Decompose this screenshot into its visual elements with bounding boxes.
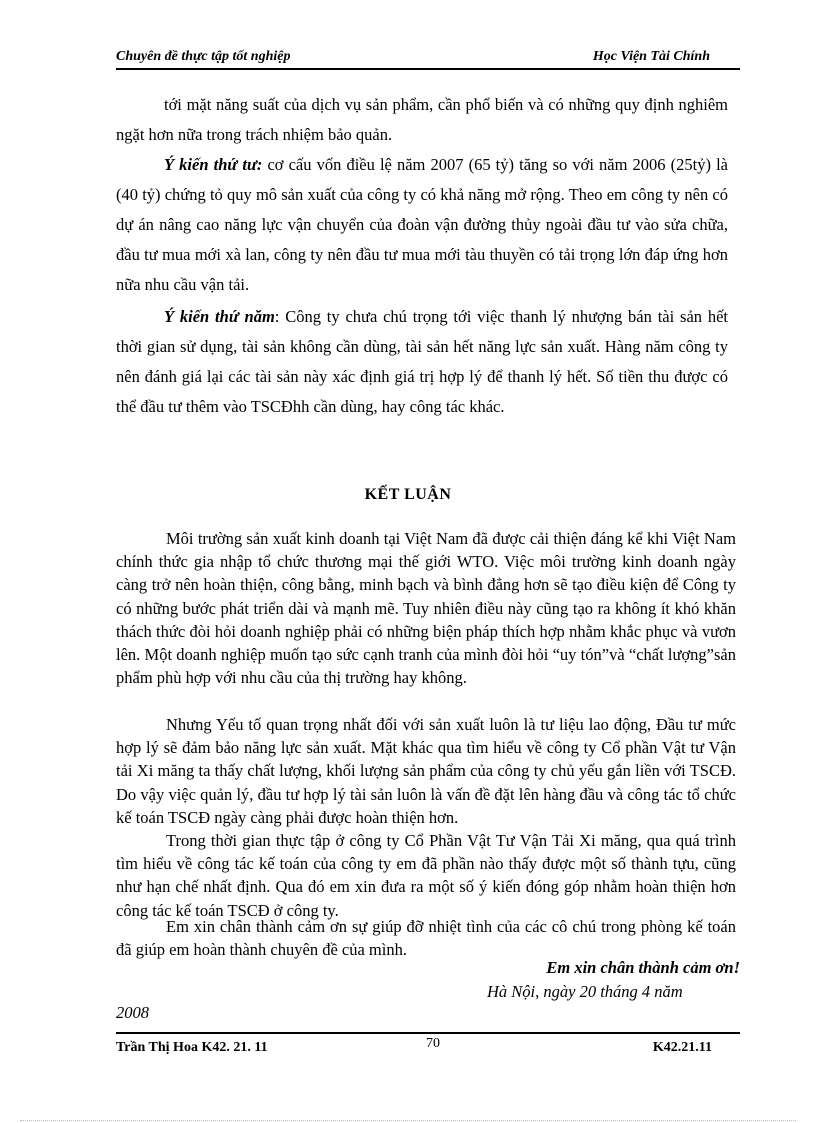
paragraph-opinion-5 [116,302,728,422]
paragraph-opinion-4 [116,150,728,300]
opinion-5-lead: Ý kiến thứ năm [164,307,275,326]
footer-class-code: K42.21.11 [652,1040,712,1055]
page-bottom-edge [20,1120,796,1121]
page-number: 70 [426,1036,440,1051]
paragraph-1: tới mặt năng suất của dịch vụ sản phẩm, cần phổ biến và có những quy định nghiêm ngặt hơn nữa trong trách nhiệm bảo quản. [116,95,728,144]
conclusion-heading: KẾT LUẬN [364,486,452,503]
page-header [116,48,740,70]
opinion-4-lead: Ý kiến thứ tư: [164,155,263,174]
footer-divider [116,1032,740,1034]
conclusion-paragraph-3: Trong thời gian thực tập ở công ty Cổ Phần Vật Tư Vận Tải Xi măng, qua quá trình tìm hiểu về công tác kế toán của công ty em đã phần nào thấy được một số thành tựu, cũng như hạn chế nhất định. Qua đó em xin đưa ra một số ý kiến đóng góp nhằm hoàn thiện hơn công tác kế toán TSCĐ ở công ty. [116,831,736,920]
conclusion-paragraph-4: Em xin chân thành cảm ơn sự giúp đỡ nhiệt tình của các cô chú trong phòng kế toán đã giúp em hoàn thành chuyên đề của mình. [116,917,736,960]
date-line: Hà Nội, ngày 20 tháng 4 năm [487,982,683,1001]
opinion-5-text: : Công ty chưa chú trọng tới việc thanh lý nhượng bán tài sản hết thời gian sử dụng, tài sản không cần dùng, tài sản hết năng lực sản xuất. Hàng năm công ty nên đánh giá lại các tài sản này xác định giá trị hợp lý để thanh lý hết. Số tiền thu được có thể đầu tư thêm vào TSCĐhh cần dùng, hay công tác khác. [116,307,728,416]
footer-author: Trần Thị Hoa K42. 21. 11 [116,1040,268,1055]
header-left-title: Chuyên đề thực tập tốt nghiệp [116,49,291,64]
opinion-4-text: cơ cấu vốn điều lệ năm 2007 (65 tỷ) tăng so với năm 2006 (25tỷ) là (40 tỷ) chứng tỏ quy mô sản xuất của công ty có khả năng mở rộng. Theo em công ty nên có dự án nâng cao năng lực vận chuyển của đoàn vận đường thủy ngoài đầu tư vào sửa chữa, đầu tư mua mới xà lan, công ty nên đầu tư mua mới tàu thuyền có tải trọng lớn đáp ứng hơn nữa nhu cầu vận tải. [116,155,728,294]
conclusion-paragraph-2: Nhưng Yếu tố quan trọng nhất đối với sản xuất luôn là tư liệu lao động, Đầu tư mức hợp lý sẽ đảm bảo năng lực sản xuất. Mặt khác qua tìm hiểu về công ty Cổ phần Vật tư Vận tải Xi măng ta thấy chất lượng, khối lượng sản phẩm của công ty chủ yếu gắn liền với TSCĐ. Do vậy việc quản lý, đầu tư hợp lý tài sản luôn là vấn đề đặt lên hàng đầu và công tác tổ chức kế toán TSCĐ ngày càng phải được hoàn thiện hơn. [116,715,736,827]
header-right-title: Học Viện Tài Chính [592,49,710,64]
conclusion-paragraph-1: Môi trường sản xuất kinh doanh tại Việt Nam đã được cải thiện đáng kể khi Việt Nam chính thức gia nhập tổ chức thương mại thế giới WTO. Việc môi trường kinh doanh ngày càng trở nên hoàn thiện, công bằng, minh bạch và bình đẳng hơn sẽ tạo điều kiện để Công ty có những bước phát triển dài và mạnh mẽ. Tuy nhiên điều này cũng tạo ra không ít khó khăn thách thức đòi hỏi doanh nghiệp phải có những biện pháp thích hợp nhằm khắc phục và vươn lên. Một doanh nghiệp muốn tạo sức cạnh tranh của mình đòi hỏi “uy tón”và “chất lượng”sản phẩm phù hợp với nhu cầu của thị trường hay không. [116,529,736,688]
thanks-line: Em xin chân thành cảm ơn! [546,958,740,977]
date-year: 2008 [116,1003,149,1022]
